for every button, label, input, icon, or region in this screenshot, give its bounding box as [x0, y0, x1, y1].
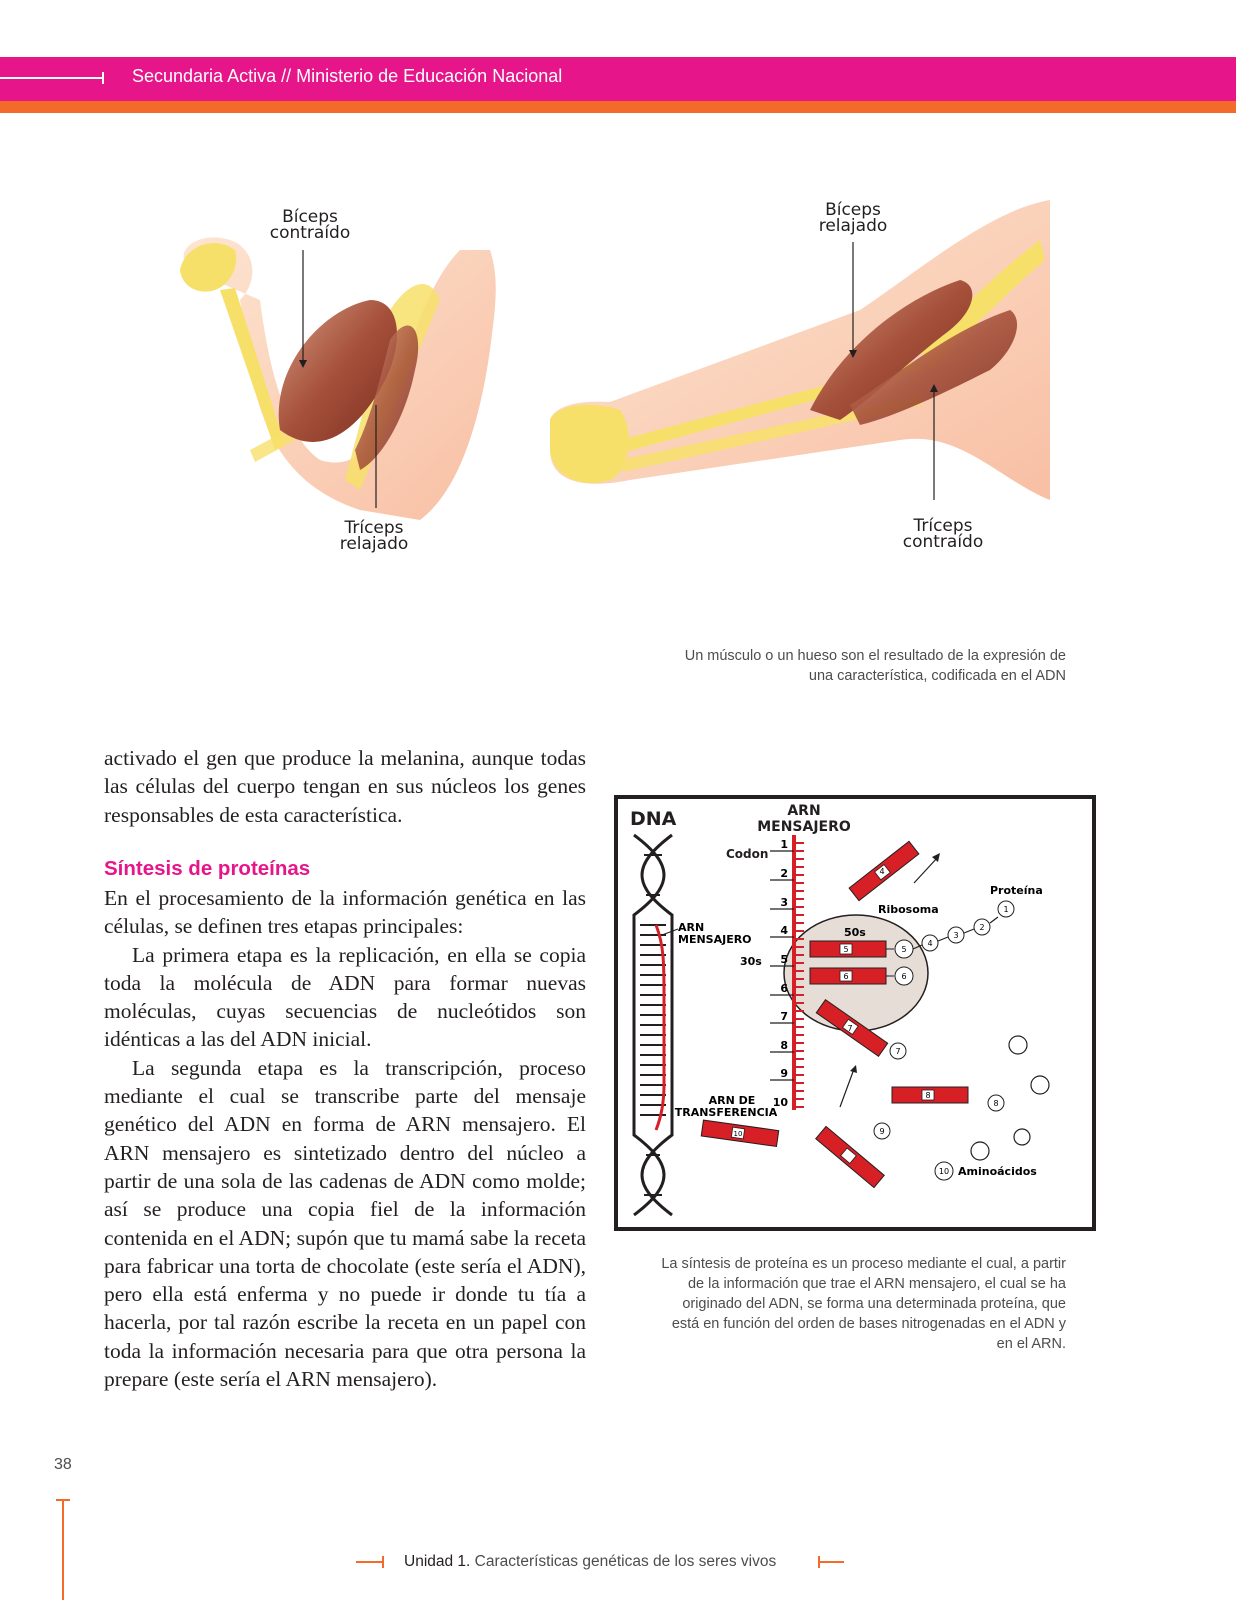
- proteina-label: Proteína: [990, 884, 1043, 897]
- trna-number: 5: [843, 945, 849, 954]
- label-triceps-contraido-2: contraído: [902, 532, 984, 552]
- codon-number: 8: [780, 1039, 788, 1052]
- trna-molecule: [810, 967, 913, 985]
- codon-label: Codon: [726, 847, 769, 861]
- trna-number: 10: [733, 1130, 743, 1138]
- codon-number: 1: [780, 838, 788, 851]
- ribosoma-label: Ribosoma: [878, 903, 939, 916]
- diagram-caption-line: de la información que trae el ARN mensajero, el cual se ha: [687, 1276, 1066, 1292]
- label-triceps-relajado-1: Tríceps: [344, 518, 404, 538]
- paragraph: La primera etapa es la replicación, en ella se copia toda la molécula de ADN para formar nuevas moléculas, cuyas secuencias de nucleótidos son idénticas a las del ADN inicial.: [104, 942, 586, 1052]
- arm-muscles-illustration: [160, 190, 1080, 590]
- amino-acid-number: 10: [938, 1167, 950, 1176]
- amino-acid-number: 5: [901, 945, 907, 954]
- diagram-caption-line: originado del ADN, se forma una determinada proteína, que: [682, 1296, 1066, 1312]
- protein-number: 2: [979, 923, 985, 932]
- body-paragraphs: [104, 884, 586, 1393]
- footer-mark-right: [818, 1561, 844, 1563]
- flexed-arm-drawing: [180, 237, 496, 520]
- codon-number: 9: [780, 1067, 788, 1080]
- label-biceps-contraido-2: contraído: [269, 223, 351, 243]
- label-triceps-contraido-1: Tríceps: [913, 516, 973, 536]
- dna-title: DNA: [630, 808, 677, 830]
- diagram-caption-line: La síntesis de proteína es un proceso mediante el cual, a partir: [661, 1256, 1066, 1272]
- label-30s: 30s: [740, 955, 762, 968]
- trna-number: 4: [879, 867, 885, 876]
- margin-rule: [62, 1499, 64, 1600]
- protein-synthesis-diagram: [614, 795, 1096, 1231]
- protein-number: 3: [953, 931, 959, 940]
- intro-paragraph: activado el gen que produce la melanina, aunque todas las células del cuerpo tengan en sus núcleos los genes responsables de esta característica.: [104, 746, 586, 827]
- label-biceps-relajado-2: relajado: [818, 216, 888, 236]
- arms-caption-line: una característica, codificada en el ADN: [808, 668, 1066, 684]
- arms-caption-line: Un músculo o un hueso son el resultado de la expresión de: [684, 648, 1066, 664]
- trna-number: 8: [925, 1091, 931, 1100]
- label-biceps-relajado-1: Bíceps: [825, 200, 881, 220]
- amino-acid-number: 6: [901, 972, 907, 981]
- codon-number: 7: [780, 1010, 788, 1023]
- arn-t-label-1: ARN DE: [708, 1094, 756, 1107]
- protein-number: 4: [927, 939, 933, 948]
- diagram-caption-line: está en función del orden de bases nitrogenadas en el ADN y: [671, 1316, 1066, 1332]
- footer-unit: [404, 1553, 776, 1571]
- arn-side-label-2: MENSAJERO: [678, 933, 752, 946]
- amino-acid-number: 7: [895, 1047, 901, 1056]
- codon-number: 3: [780, 896, 788, 909]
- page-number: 38: [54, 1456, 72, 1473]
- label-biceps-contraido-1: Bíceps: [282, 207, 338, 227]
- label-50s: 50s: [844, 926, 866, 939]
- section-heading: Síntesis de proteínas: [104, 857, 311, 880]
- trna-molecule: [810, 940, 913, 958]
- arms-caption: [640, 646, 1066, 686]
- header-title: Secundaria Activa // Ministerio de Educación Nacional: [132, 66, 563, 86]
- arn-title-2: MENSAJERO: [757, 819, 851, 835]
- diagram-caption: [630, 1254, 1066, 1354]
- codon-number: 6: [780, 982, 788, 995]
- footer-mark-left: [356, 1561, 384, 1563]
- protein-number: 1: [1003, 905, 1009, 914]
- footer-unit-title: Características genéticas de los seres vivos: [474, 1553, 777, 1570]
- header-accent-stripe: [0, 101, 1236, 113]
- footer-unit-number: Unidad 1.: [404, 1553, 471, 1570]
- trna-number: 7: [847, 1024, 853, 1033]
- codon-number: 2: [780, 867, 788, 880]
- label-triceps-relajado-2: relajado: [339, 534, 409, 554]
- codon-number: 10: [772, 1096, 788, 1109]
- trna-number: 6: [843, 972, 849, 981]
- footer-mark-left-tick: [382, 1556, 384, 1568]
- diagram-caption-line: en el ARN.: [996, 1336, 1066, 1352]
- arn-t-label-2: TRANSFERENCIA: [674, 1106, 778, 1119]
- codon-number: 5: [780, 953, 788, 966]
- amino-acid-number: 9: [879, 1127, 885, 1136]
- paragraph: En el procesamiento de la información genética en las células, se definen tres etapas principales:: [104, 886, 586, 939]
- paragraph: La segunda etapa es la transcripción, proceso mediante el cual se transcribe parte del mensaje genético del ADN en forma de ARN mensajero. El ARN mensajero es sintetizado dentro del núcleo a partir de una sola de las cadenas de ADN como molde; así se produce una copia fiel de la información contenida en el ADN; supón que tu mamá sabe la receta para fabricar una torta de chocolate (este sería el ADN), pero ella está enferma y no puede ir donde tu tía a hacerla, por tal razón escribe la receta en un papel con toda la información necesaria para que otra persona la prepare (este sería el ARN mensajero).: [104, 1055, 586, 1392]
- header-rule-tick: [102, 72, 104, 84]
- amino-acid-number: 8: [993, 1099, 999, 1108]
- codon-number: 4: [780, 924, 788, 937]
- header-rule: [0, 77, 104, 79]
- extended-arm-drawing: [550, 200, 1050, 500]
- aminoacidos-label: Aminoácidos: [958, 1165, 1037, 1178]
- arn-side-label-1: ARN: [678, 921, 705, 934]
- arn-title-1: ARN: [787, 803, 821, 819]
